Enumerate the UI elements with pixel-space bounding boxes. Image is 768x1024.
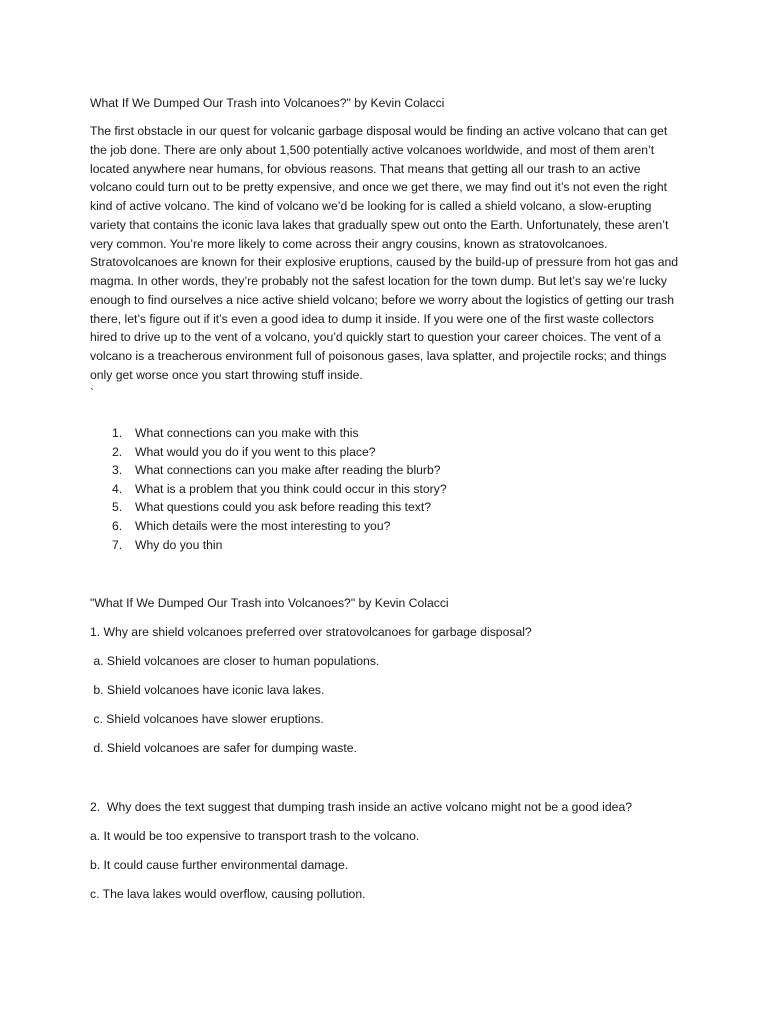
list-number: 2. [112, 444, 123, 459]
question-2-option-b: b. It could cause further environmental damage. [90, 858, 349, 872]
list-text: Why do you thin [135, 537, 223, 552]
list-text: What connections can you make with this [135, 426, 359, 440]
passage-paragraph: The first obstacle in our quest for volcanic garbage disposal would be finding an active volcano that can get the job done. There are only about 1,500 potentially active volcanoes worldwide, and most of them aren’t located anywhere near humans, for obvious reasons. That means that getting all our trash to an active volcano could turn out to be pretty expensive, and once we get there, we may find out it’s not even the right kind of active volcano. The kind of volcano we’d be looking for is called a shield volcano, a slow-erupting variety that contains the iconic lava lakes that gradually spew out onto the Earth. Unfortunately, these aren’t very common. You’re more likely to come across their angry cousins, known as stratovolcanoes. Stratovolcanoes are known for their explosive eruptions, caused by the build-up of pressure from hot gas and magma. In other words, they’re probably not the safest location for the town dump. But let’s say we’re lucky enough to find ourselves a nice active shield volcano; before we worry about the logistics of getting our trash there, let’s figure out if it’s even a good idea to dump it inside. If you were one of the first waste collectors hired to drive up to the vent of a volcano, you’d quickly start to question your career choices. The vent of a volcano is a treacherous environment full of poisonous gases, lava splatter, and projectile rocks; and things only get worse once you start throwing stuff inside. [90, 124, 679, 382]
question-2-option-a: a. It would be too expensive to transport trash to the volcano. [90, 829, 420, 843]
list-number: 4. [112, 481, 123, 496]
quiz-title: "What If We Dumped Our Trash into Volcanoes?" by Kevin Colacci [90, 596, 449, 610]
question-2-prompt: 2. Why does the text suggest that dumping trash inside an active volcano might not be a good idea? [90, 800, 633, 814]
list-text: What is a problem that you think could occur in this story? [135, 481, 447, 496]
question-1-option-b: b. Shield volcanoes have iconic lava lakes. [90, 683, 325, 697]
list-number: 7. [112, 537, 123, 552]
list-text: Which details were the most interesting to you? [135, 518, 391, 533]
list-text: What connections can you make after reading the blurb? [135, 463, 441, 478]
list-text: What would you do if you went to this place? [135, 444, 376, 459]
question-1-prompt: 1. Why are shield volcanoes preferred over stratovolcanoes for garbage disposal? [90, 625, 532, 639]
question-1-option-d: d. Shield volcanoes are safer for dumping waste. [90, 741, 357, 755]
stray-mark: ` [90, 386, 95, 400]
question-2-option-c: c. The lava lakes would overflow, causing pollution. [90, 887, 366, 901]
question-1-option-c: c. Shield volcanoes have slower eruptions. [90, 712, 324, 726]
list-number: 6. [112, 518, 123, 533]
list-text: What questions could you ask before reading this text? [135, 500, 432, 515]
document-title: What If We Dumped Our Trash into Volcanoes?" by Kevin Colacci [90, 96, 445, 110]
question-1-option-a: a. Shield volcanoes are closer to human populations. [90, 654, 380, 668]
list-number: 5. [112, 500, 123, 515]
list-number: 1. [112, 426, 123, 440]
list-number: 3. [112, 463, 123, 478]
